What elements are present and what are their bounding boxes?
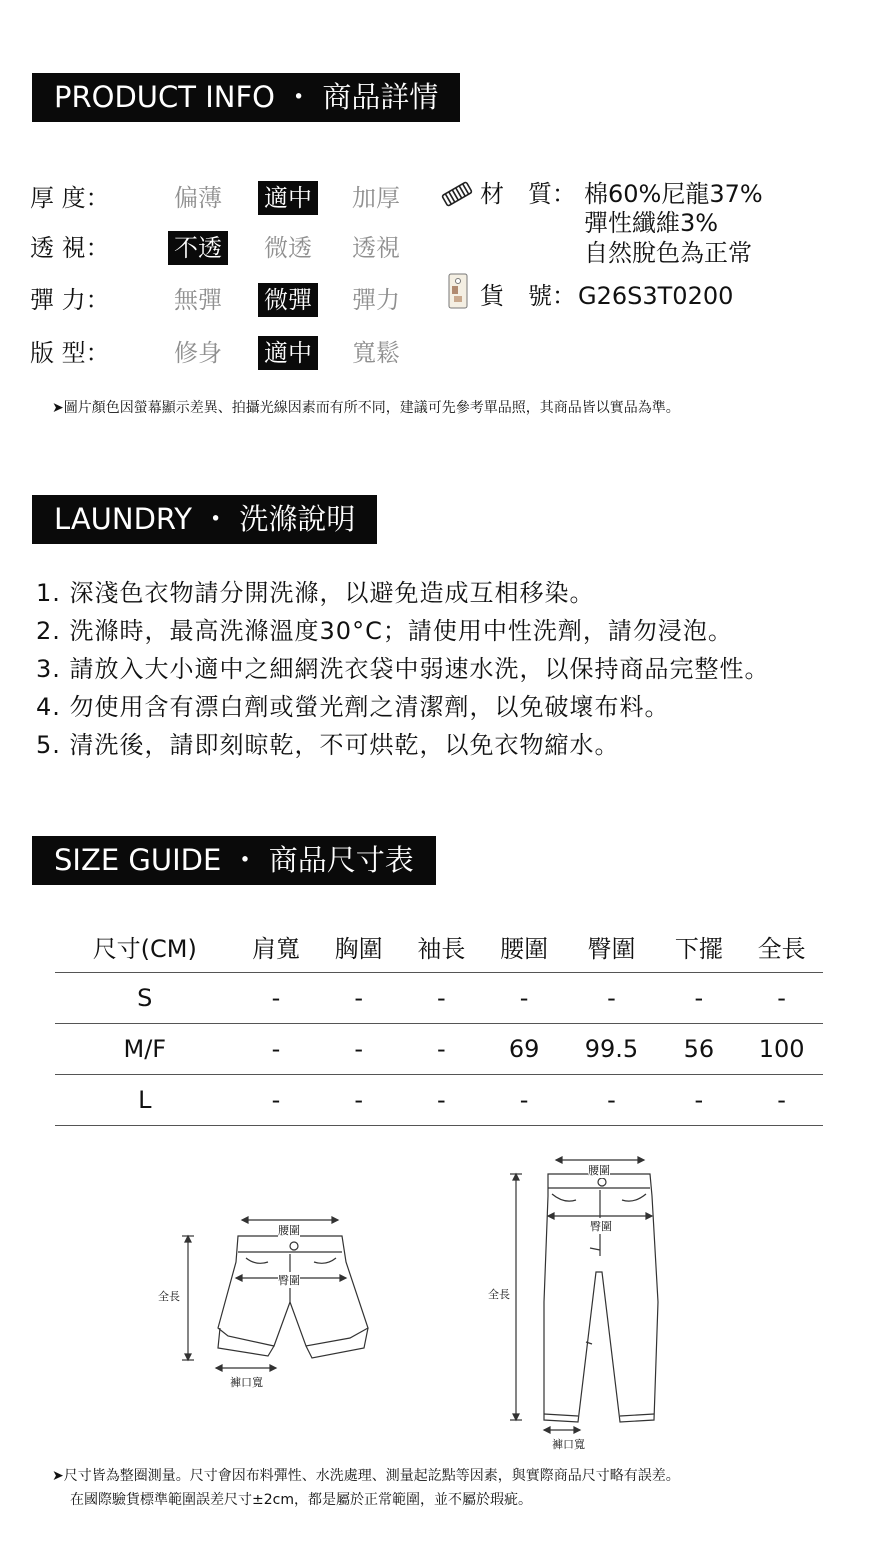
length-label: 全長 bbox=[488, 1288, 510, 1301]
pants-measurement-diagram bbox=[486, 1152, 676, 1452]
product-info-header: PRODUCT INFO ・ 商品詳情 bbox=[32, 73, 460, 122]
size-note-2: 在國際驗貨標準範圍誤差尺寸±2cm，都是屬於正常範圍，並不屬於瑕疵。 bbox=[70, 1492, 532, 1508]
material-line-2: 彈性纖維3% bbox=[584, 209, 719, 237]
attribute-option: 偏薄 bbox=[174, 184, 222, 212]
size-cell: 69 bbox=[483, 1024, 566, 1075]
material-line-1: 棉60%尼龍37% bbox=[584, 180, 763, 208]
attribute-option: 微透 bbox=[264, 234, 312, 262]
size-cell: - bbox=[740, 1075, 823, 1126]
size-cell-label: S bbox=[55, 973, 235, 1024]
size-cell: - bbox=[235, 973, 318, 1024]
sku-value: G26S3T0200 bbox=[578, 282, 734, 310]
size-note-1: ➤尺寸皆為整圈測量。尺寸會因布料彈性、水洗處理、測量起訖點等因素，與實際商品尺寸略有誤差。 bbox=[52, 1468, 680, 1484]
attribute-label: 透 視： bbox=[30, 234, 110, 262]
laundry-item: 1. 深淺色衣物請分開洗滌，以避免造成互相移染。 bbox=[36, 579, 595, 607]
thread-icon bbox=[437, 180, 477, 208]
size-cell: - bbox=[317, 1075, 400, 1126]
size-row bbox=[55, 1024, 823, 1075]
leg-opening-label: 褲口寬 bbox=[552, 1438, 585, 1451]
attribute-label: 厚 度： bbox=[30, 184, 110, 212]
size-cell: - bbox=[317, 1024, 400, 1075]
size-column-header: 臀圍 bbox=[565, 920, 657, 973]
laundry-item: 4. 勿使用含有漂白劑或螢光劑之清潔劑，以免破壞布料。 bbox=[36, 693, 670, 721]
size-column-header: 肩寬 bbox=[235, 920, 318, 973]
laundry-item: 3. 請放入大小適中之細網洗衣袋中弱速水洗，以保持商品完整性。 bbox=[36, 655, 770, 683]
size-cell: - bbox=[565, 973, 657, 1024]
size-cell: - bbox=[400, 973, 483, 1024]
sku-label: 貨 號： bbox=[480, 282, 576, 310]
size-column-header: 全長 bbox=[740, 920, 823, 973]
size-column-header: 腰圍 bbox=[483, 920, 566, 973]
size-cell-label: M/F bbox=[55, 1024, 235, 1075]
size-cell: - bbox=[483, 973, 566, 1024]
attribute-label: 彈 力： bbox=[30, 286, 110, 314]
size-column-header: 胸圍 bbox=[317, 920, 400, 973]
attribute-option: 彈力 bbox=[352, 286, 400, 314]
laundry-header: LAUNDRY ・ 洗滌說明 bbox=[32, 495, 377, 544]
laundry-item: 2. 洗滌時，最高洗滌溫度30°C；請使用中性洗劑，請勿浸泡。 bbox=[36, 617, 733, 645]
size-cell: - bbox=[658, 1075, 741, 1126]
attribute-option: 修身 bbox=[174, 339, 222, 367]
size-cell: - bbox=[400, 1024, 483, 1075]
size-cell: - bbox=[235, 1024, 318, 1075]
attribute-option: 無彈 bbox=[174, 286, 222, 314]
size-column-header: 下擺 bbox=[658, 920, 741, 973]
size-cell: - bbox=[658, 973, 741, 1024]
size-row bbox=[55, 973, 823, 1024]
waist-label: 腰圍 bbox=[588, 1164, 610, 1177]
size-cell: - bbox=[317, 973, 400, 1024]
size-column-header: 尺寸(CM) bbox=[55, 920, 235, 973]
size-guide-header: SIZE GUIDE ・ 商品尺寸表 bbox=[32, 836, 436, 885]
size-table-header-row bbox=[55, 920, 823, 973]
size-row bbox=[55, 1075, 823, 1126]
size-table bbox=[55, 920, 823, 1126]
attribute-option-selected: 適中 bbox=[258, 181, 318, 215]
size-cell: - bbox=[565, 1075, 657, 1126]
attribute-option: 加厚 bbox=[352, 184, 400, 212]
laundry-item: 5. 清洗後，請即刻晾乾，不可烘乾，以免衣物縮水。 bbox=[36, 731, 620, 759]
material-line-3: 自然脫色為正常 bbox=[584, 239, 752, 267]
hip-label: 臀圍 bbox=[278, 1274, 300, 1287]
attribute-option-selected: 不透 bbox=[168, 231, 228, 265]
material-label: 材 質： bbox=[480, 180, 576, 208]
size-column-header: 袖長 bbox=[400, 920, 483, 973]
hip-label: 臀圍 bbox=[590, 1220, 612, 1233]
size-cell: - bbox=[740, 973, 823, 1024]
color-disclaimer: ➤圖片顏色因螢幕顯示差異、拍攝光線因素而有所不同，建議可先參考單品照，其商品皆以實品為準。 bbox=[52, 400, 680, 416]
length-label: 全長 bbox=[158, 1290, 180, 1303]
attribute-option: 透視 bbox=[352, 234, 400, 262]
size-cell: 100 bbox=[740, 1024, 823, 1075]
tag-icon bbox=[445, 272, 471, 312]
attribute-option: 寬鬆 bbox=[352, 339, 400, 367]
size-cell: 56 bbox=[658, 1024, 741, 1075]
waist-label: 腰圍 bbox=[278, 1224, 300, 1237]
size-cell: - bbox=[483, 1075, 566, 1126]
attribute-label: 版 型： bbox=[30, 339, 110, 367]
leg-opening-label: 褲口寬 bbox=[230, 1376, 263, 1389]
attribute-option-selected: 微彈 bbox=[258, 283, 318, 317]
size-cell: 99.5 bbox=[565, 1024, 657, 1075]
attribute-option-selected: 適中 bbox=[258, 336, 318, 370]
shorts-measurement-diagram bbox=[150, 1210, 390, 1400]
size-cell-label: L bbox=[55, 1075, 235, 1126]
size-cell: - bbox=[400, 1075, 483, 1126]
size-cell: - bbox=[235, 1075, 318, 1126]
